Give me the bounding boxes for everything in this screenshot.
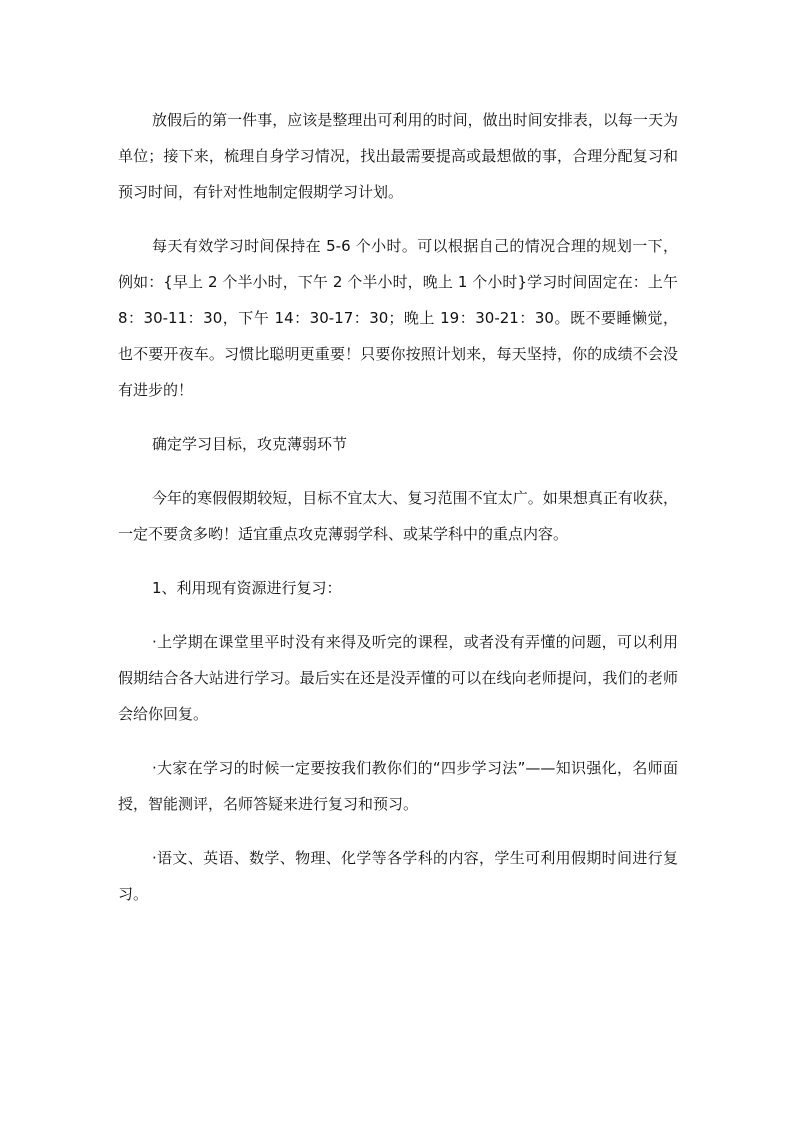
paragraph-plan-time: 放假后的第一件事，应该是整理出可利用的时间，做出时间安排表，以每一天为单位；接下来，梳理自身学习情况，找出最需要提高或最想做的事，合理分配复习和预习时间，有针对性地制定假期学习计划。	[118, 111, 678, 201]
list-heading-resources: 1、利用现有资源进行复习：	[152, 579, 342, 597]
document-body	[118, 102, 678, 912]
paragraph-daily-hours: 每天有效学习时间保持在 5-6 个小时。可以根据自己的情况合理的规划一下，例如：{早上 2 个半小时，下午 2 个半小时，晚上 1 个小时}学习时间固定在：上午 8：30-11：30，下午 14：30-17：30；晚上 19：30-21：30。既不要睡懒觉，也不要开夜车。习惯比聪明更重要！只要你按照计划来，每天坚持，你的成绩不会没有进步的！	[118, 237, 678, 399]
bullet-last-semester: ·上学期在课堂里平时没有来得及听完的课程，或者没有弄懂的问题，可以利用假期结合各大站进行学习。最后实在还是没弄懂的可以在线向老师提问，我们的老师会给你回复。	[118, 633, 678, 723]
paragraph-short-holiday: 今年的寒假假期较短，目标不宜太大、复习范围不宜太广。如果想真正有收获，一定不要贪多哟！适宜重点攻克薄弱学科、或某学科中的重点内容。	[118, 489, 678, 543]
bullet-subjects-review: ·语文、英语、数学、物理、化学等各学科的内容，学生可利用假期时间进行复习。	[118, 849, 678, 903]
section-heading-goals: 确定学习目标，攻克薄弱环节	[152, 435, 348, 453]
bullet-four-step-method: ·大家在学习的时候一定要按我们教你们的“四步学习法”——知识强化，名师面授，智能测评，名师答疑来进行复习和预习。	[118, 759, 678, 813]
